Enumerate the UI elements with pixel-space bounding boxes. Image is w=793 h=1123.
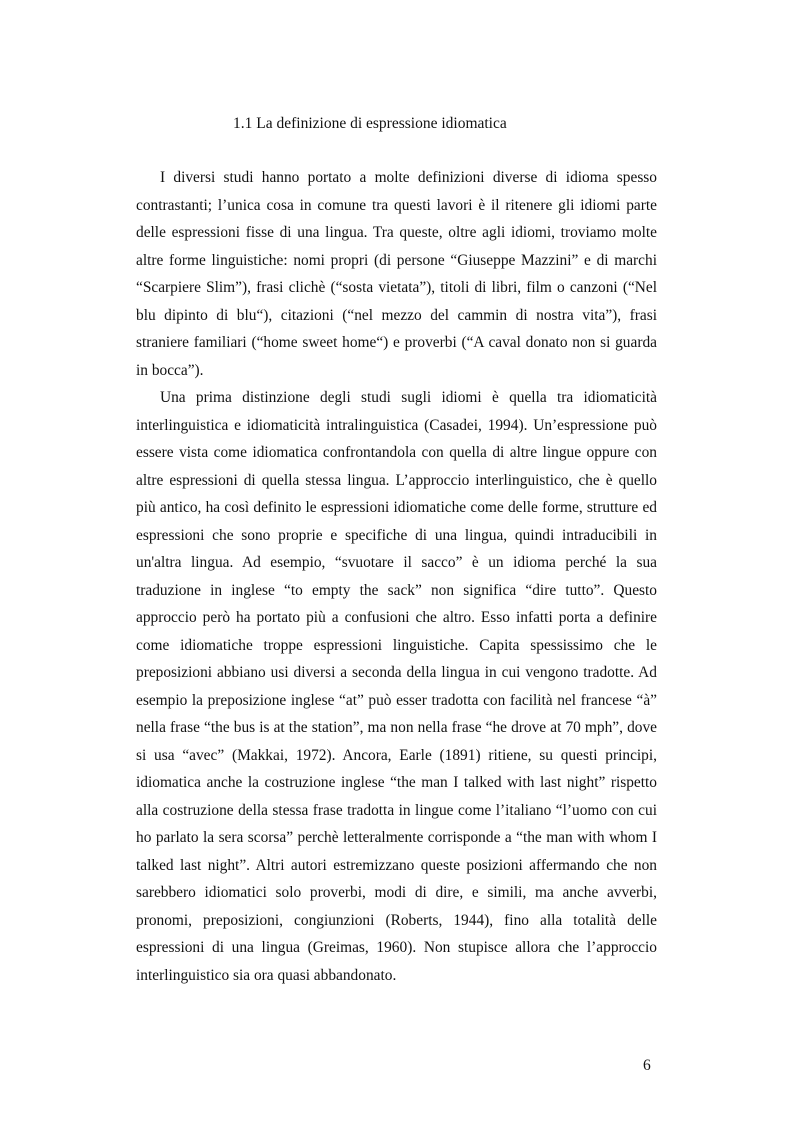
paragraph-2: Una prima distinzione degli studi sugli idiomi è quella tra idiomaticità interlinguistica e idiomaticità intralinguistica (Casadei, 1994). Un’espressione può essere vista come idiomatica confrontandola con quella di altre lingue oppure con altre espressioni di quella stessa lingua. L’approccio interlinguistico, che è quello più antico, ha così definito le espressioni idiomatiche come delle forme, strutture ed espressioni che sono proprie e specifiche di una lingua, quindi intraducibili in un'altra lingua. Ad esempio, “svuotare il sacco” è un idioma perché la sua traduzione in inglese “to empty the sack” non significa “dire tutto”. Questo approccio però ha portato più a confusioni che altro. Esso infatti porta a definire come idiomatiche troppe espressioni linguistiche. Capita spessissimo che le preposizioni abbiano usi diversi a seconda della lingua in cui vengono tradotte. Ad esempio la preposizione inglese “at” può esser tradotta con facilità nel francese “à” nella frase “the bus is at the station”, ma non nella frase “he drove at 70 mph”, dove si usa “avec” (Makkai, 1972). Ancora, Earle (1891) ritiene, su questi principi, idiomatica anche la costruzione inglese “the man I talked with last night” rispetto alla costruzione della stessa frase tradotta in lingue come l’italiano “l’uomo con cui ho parlato la sera scorsa” perchè letteralmente corrisponde a “the man with whom I talked last night”. Altri autori estremizzano queste posizioni affermando che non sarebbero idiomatici solo proverbi, modi di dire, e simili, ma anche avverbi, pronomi, preposizioni, congiunzioni (Roberts, 1944), fino alla totalità delle espressioni di una lingua (Greimas, 1960). Non stupisce allora che l’approccio interlinguistico sia ora quasi abbandonato.: [136, 389, 657, 984]
paragraph-1: I diversi studi hanno portato a molte definizioni diverse di idioma spesso contrastanti; l’unica cosa in comune tra questi lavori è il ritenere gli idiomi parte delle espressioni fisse di una lingua. Tra queste, oltre agli idiomi, troviamo molte altre forme linguistiche: nomi propri (di persone “Giuseppe Mazzini” e di marchi “Scarpiere Slim”), frasi clichè (“sosta vietata”), titoli di libri, film o canzoni (“Nel blu dipinto di blu“), citazioni (“nel mezzo del cammin di nostra vita”), frasi straniere familiari (“home sweet home“) e proverbi (“A caval donato non si guarda in bocca”).: [136, 169, 657, 379]
section-heading: 1.1 La definizione di espressione idiomatica: [233, 115, 507, 132]
page-number: 6: [643, 1057, 651, 1074]
body-text: [136, 164, 657, 989]
